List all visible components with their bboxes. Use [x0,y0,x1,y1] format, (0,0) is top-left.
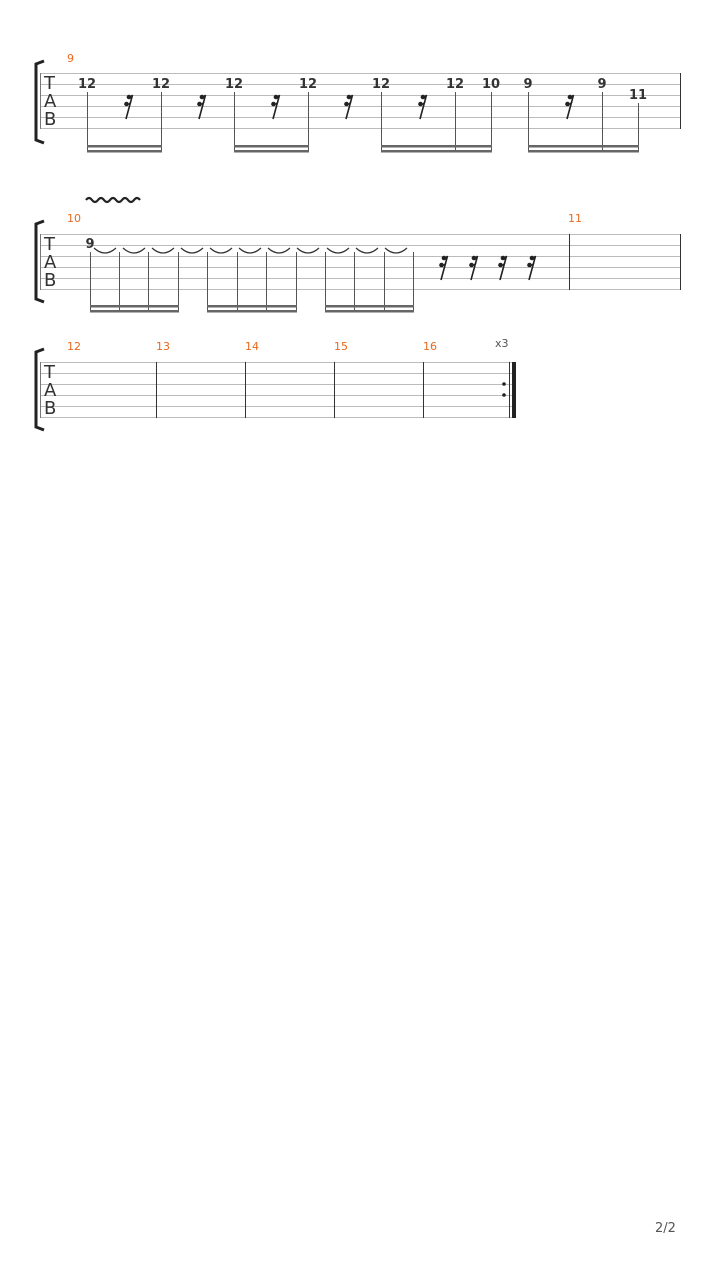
fret-number: 12 [77,77,97,92]
measure-number: 16 [423,340,437,353]
fret-number: 12 [224,77,244,92]
tie-arcs [94,248,407,253]
fret-number: 12 [371,77,391,92]
tab-clef-t: T [44,362,55,383]
repeat-dot [502,393,506,397]
staff-lines [40,363,512,418]
tab-clef-a: A [44,380,57,401]
beams [90,305,414,313]
measure-number: 14 [245,340,259,353]
tab-clef-t: T [44,73,55,94]
measure-number: 15 [334,340,348,353]
fret-number: 9 [523,77,533,92]
repeat-barline-thick [512,362,516,418]
tab-clef-t: T [44,234,55,255]
fret-number: 12 [298,77,318,92]
staff-lines [40,235,681,290]
note-stems [91,252,414,312]
page-number: 2/2 [655,1221,676,1236]
measure-number: 12 [67,340,81,353]
fret-number: 9 [85,237,95,252]
fret-number: 12 [445,77,465,92]
measure-number: 10 [67,212,81,225]
measure-number: 13 [156,340,170,353]
fret-number: 9 [597,77,607,92]
staff-lines [40,74,681,129]
tab-system-2 [36,198,681,313]
tab-clef-a: A [44,252,57,273]
tab-system-1 [36,52,681,153]
repeat-count: x3 [495,337,509,350]
repeat-dot [502,382,506,386]
tab-clef-a: A [44,91,57,112]
measure-number: 11 [568,212,582,225]
fret-number: 12 [151,77,171,92]
measure-number: 9 [67,52,74,65]
tab-clef-b: B [44,109,57,130]
beams [87,145,639,153]
tab-clef-b: B [44,398,57,419]
tab-system-3 [36,337,516,430]
note-stems [88,92,639,152]
fret-number: 11 [628,88,648,103]
fret-number: 10 [481,77,501,92]
vibrato-icon [86,198,140,202]
tab-clef-b: B [44,270,57,291]
